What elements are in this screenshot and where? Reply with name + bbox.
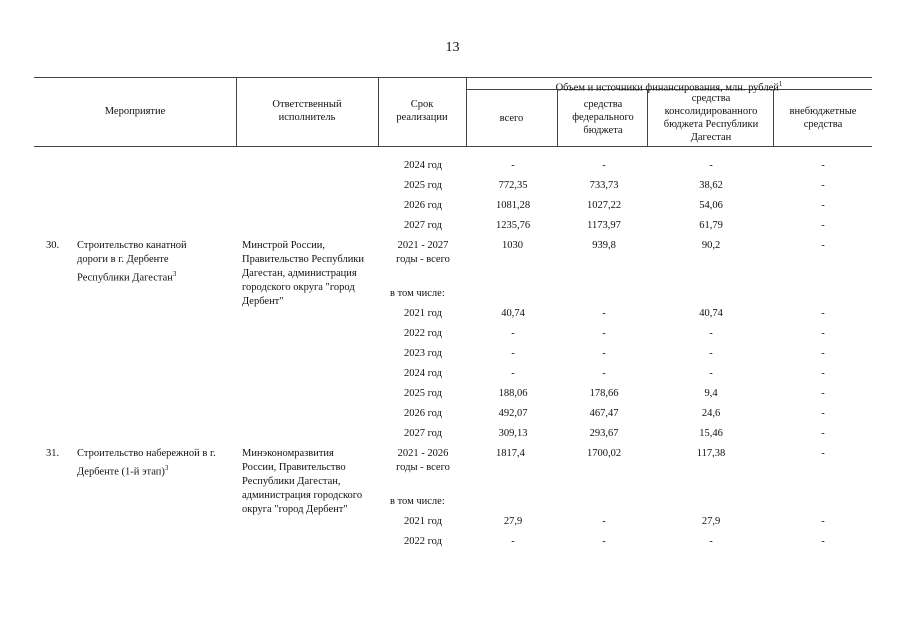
total-cell: - (511, 536, 515, 547)
consolidated-cell: 54,06 (699, 200, 723, 211)
consolidated-cell: - (709, 536, 713, 547)
total-cell: 1817,4 (496, 448, 525, 459)
extrabudget-cell: - (821, 348, 825, 359)
year-cell: 2025 год (404, 180, 442, 191)
item-footnote: 3 (172, 270, 177, 278)
year-cell: 2021 год (404, 516, 442, 527)
total-cell: 492,07 (498, 408, 528, 419)
extrabudget-cell: - (821, 220, 825, 231)
item-number: 31. (46, 448, 60, 459)
table-header-bottom-border (34, 146, 872, 147)
extrabudget-cell: - (821, 180, 825, 191)
total-cell: - (511, 368, 515, 379)
year-cell: 2026 год (404, 200, 442, 211)
consolidated-cell: - (709, 160, 713, 171)
item-name-text: Строительство канатной дороги в г. Дербенте Республики Дагестан (77, 240, 187, 284)
total-cell: 40,74 (501, 308, 525, 319)
header-term: Срок реализации (396, 99, 448, 123)
consolidated-cell: - (709, 348, 713, 359)
federal-cell: - (602, 516, 606, 527)
item-number: 30. (46, 240, 60, 251)
federal-cell: - (602, 160, 606, 171)
year-cell: 2025 год (404, 388, 442, 399)
extrabudget-cell: - (821, 200, 825, 211)
item-name-text: Строительство набережной в г. Дербенте (1-й этап) (77, 448, 216, 478)
federal-cell: 293,67 (589, 428, 619, 439)
extrabudget-cell: - (821, 388, 825, 399)
consolidated-cell: 61,79 (699, 220, 723, 231)
year-cell: 2023 год (404, 348, 442, 359)
column-divider (557, 89, 558, 146)
item-responsible: Минэкономразвития России, Правительство Республики Дагестан, администрация городского округа "город Дербент" (242, 448, 363, 515)
year-cell: 2022 год (404, 536, 442, 547)
header-extrabudget: внебюджетные средства (789, 106, 857, 130)
extrabudget-cell: - (821, 328, 825, 339)
consolidated-cell: 117,38 (696, 448, 726, 459)
item-name (77, 447, 227, 480)
including-label: в том числе: (390, 288, 445, 299)
consolidated-cell: 15,46 (699, 428, 723, 439)
extrabudget-cell: - (821, 536, 825, 547)
column-divider (236, 77, 237, 146)
item-footnote: 3 (164, 464, 169, 472)
column-divider (378, 77, 379, 146)
header-federal: средства федерального бюджета (572, 99, 634, 136)
federal-cell: 178,66 (589, 388, 619, 399)
consolidated-cell: 24,6 (701, 408, 721, 419)
header-event: Мероприятие (104, 106, 166, 117)
extrabudget-cell: - (821, 408, 825, 419)
consolidated-cell: - (709, 368, 713, 379)
year-cell: 2024 год (404, 368, 442, 379)
federal-cell: 1700,02 (586, 448, 622, 459)
federal-cell: 939,8 (592, 240, 616, 251)
extrabudget-cell: - (821, 516, 825, 527)
federal-cell: 1027,22 (586, 200, 622, 211)
consolidated-cell: 27,9 (701, 516, 721, 527)
consolidated-cell: 38,62 (699, 180, 723, 191)
total-cell: - (511, 160, 515, 171)
extrabudget-cell: - (821, 160, 825, 171)
column-divider (647, 89, 648, 146)
federal-cell: - (602, 308, 606, 319)
federal-cell: 1173,97 (587, 220, 621, 231)
year-cell: 2024 год (404, 160, 442, 171)
consolidated-cell: - (709, 328, 713, 339)
financing-group-label: Объем и источники финансирования, млн. рублей (555, 82, 779, 94)
federal-cell: - (602, 328, 606, 339)
financing-footnote: 1 (778, 80, 783, 88)
extrabudget-cell: - (821, 240, 825, 251)
year-cell: 2027 год (404, 428, 442, 439)
item-responsible: Минстрой России, Правительство Республики Дагестан, администрация городского округа "город Дербент" (242, 240, 365, 307)
total-cell: - (511, 348, 515, 359)
year-cell: 2026 год (404, 408, 442, 419)
extrabudget-cell: - (821, 368, 825, 379)
header-consolidated: средства консолидированного бюджета Республики Дагестан (663, 93, 759, 143)
consolidated-cell: 90,2 (701, 240, 721, 251)
extrabudget-cell: - (821, 428, 825, 439)
federal-cell: - (602, 368, 606, 379)
including-label: в том числе: (390, 496, 445, 507)
year-cell: 2027 год (404, 220, 442, 231)
extrabudget-cell: - (821, 448, 825, 459)
year-cell: 2021 год (404, 308, 442, 319)
federal-cell: 733,73 (589, 180, 619, 191)
federal-cell: 467,47 (589, 408, 619, 419)
item-name (77, 239, 217, 286)
total-cell: 772,35 (498, 180, 528, 191)
consolidated-cell: 40,74 (699, 308, 723, 319)
period-cell: 2021 - 2026 годы - всего (396, 448, 450, 473)
federal-cell: - (602, 348, 606, 359)
extrabudget-cell: - (821, 308, 825, 319)
header-responsible: Ответственный исполнитель (272, 99, 342, 123)
header-total: всего (499, 113, 524, 124)
consolidated-cell: 9,4 (704, 388, 718, 399)
total-cell: - (511, 328, 515, 339)
year-cell: 2022 год (404, 328, 442, 339)
total-cell: 1081,28 (495, 200, 531, 211)
total-cell: 309,13 (498, 428, 528, 439)
total-cell: 1235,76 (495, 220, 531, 231)
total-cell: 27,9 (503, 516, 523, 527)
total-cell: 1030 (502, 240, 523, 251)
page-number: 13 (445, 40, 460, 55)
column-divider (773, 89, 774, 146)
total-cell: 188,06 (498, 388, 528, 399)
federal-cell: - (602, 536, 606, 547)
period-cell: 2021 - 2027 годы - всего (396, 240, 450, 265)
